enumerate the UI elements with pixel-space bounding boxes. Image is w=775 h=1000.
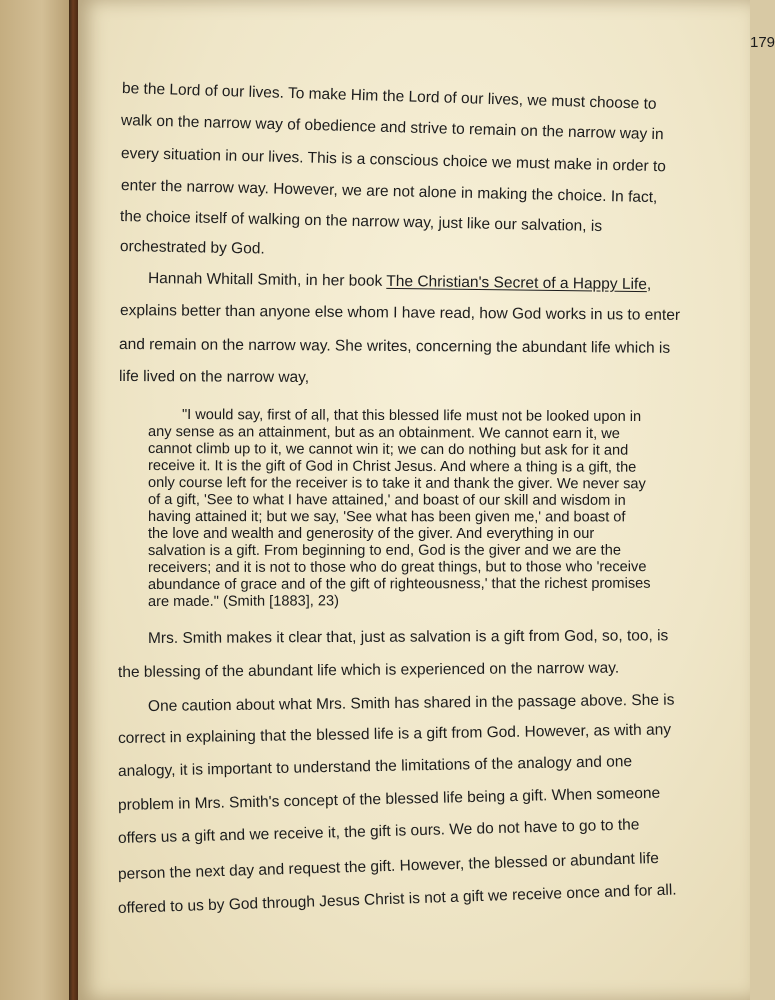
text-line: correct in explaining that the blessed life is a gift from God. However, as with any xyxy=(117,721,672,747)
previous-page-edge xyxy=(0,0,70,1000)
page-number: 179 xyxy=(750,34,775,51)
text-line: every situation in our lives. This is a conscious choice we must make in order to xyxy=(120,145,667,176)
quote-line: having attained it; but we say, 'See what has been given me,' and boast of xyxy=(147,509,626,526)
quote-line: cannot climb up to it, we cannot win it; we can do nothing but ask for it and xyxy=(147,441,629,459)
text-span: Hannah Whitall Smith, in her book xyxy=(147,270,387,290)
book-spine xyxy=(69,0,78,1000)
quote-line: salvation is a gift. From beginning to end, God is the giver and we are the xyxy=(147,542,621,559)
quote-line: the love and wealth and generosity of the giver. And everything in our xyxy=(148,526,595,542)
text-line: offers us a gift and we receive it, the gift is ours. We do not have to go to the xyxy=(117,816,640,847)
text-line: and remain on the narrow way. She writes, concerning the abundant life which is xyxy=(118,336,671,357)
text-line: walk on the narrow way of obedience and strive to remain on the narrow way in xyxy=(120,112,664,144)
quote-line: receivers; and it is not to those who do great things, but to those who 'receive xyxy=(147,559,647,576)
text-line: Mrs. Smith makes it clear that, just as salvation is a gift from God, so, too, is xyxy=(147,627,669,647)
quote-line: abundance of grace and of the gift of righteousness,' that the richest promises xyxy=(147,575,651,593)
text-line: the choice itself of walking on the narrow way, just like our salvation, is xyxy=(119,208,603,236)
text-line xyxy=(148,270,651,294)
text-line: explains better than anyone else whom I have read, how God works in us to enter xyxy=(119,302,681,324)
quote-line: receive it. It is the gift of God in Christ Jesus. And where a thing is a gift, the xyxy=(147,458,637,476)
quote-line: any sense as an attainment, but as an obtainment. We cannot earn it, we xyxy=(147,424,620,443)
quote-line: only course left for the receiver is to take it and thank the giver. We never say xyxy=(147,475,646,493)
text-line: be the Lord of our lives. To make Him the Lord of our lives, we must choose to xyxy=(121,80,657,113)
quote-line: of a gift, 'See to what I have attained,' and boast of our skill and wisdom in xyxy=(147,492,626,509)
text-line: One caution about what Mrs. Smith has shared in the passage above. She is xyxy=(147,691,675,715)
text-line: orchestrated by God. xyxy=(119,238,265,258)
text-line: offered to us by God through Jesus Christ is not a gift we receive once and for all. xyxy=(117,881,677,917)
book-title: The Christian's Secret of a Happy Life xyxy=(386,272,648,294)
text-line: enter the narrow way. However, we are not alone in making the choice. In fact, xyxy=(120,177,658,207)
book-page xyxy=(78,0,775,1000)
text-span: , xyxy=(646,276,652,294)
text-line: problem in Mrs. Smith's concept of the blessed life being a gift. When someone xyxy=(117,784,661,814)
text-line: person the next day and request the gift. However, the blessed or abundant life xyxy=(117,849,660,883)
text-line: analogy, it is important to understand the limitations of the analogy and one xyxy=(117,753,633,780)
quote-line: "I would say, first of all, that this blessed life must not be looked upon in xyxy=(181,407,642,426)
text-line: life lived on the narrow way, xyxy=(118,368,310,386)
text-line: the blessing of the abundant life which is experienced on the narrow way. xyxy=(117,659,620,681)
quote-line: are made." (Smith [1883], 23) xyxy=(147,593,339,610)
